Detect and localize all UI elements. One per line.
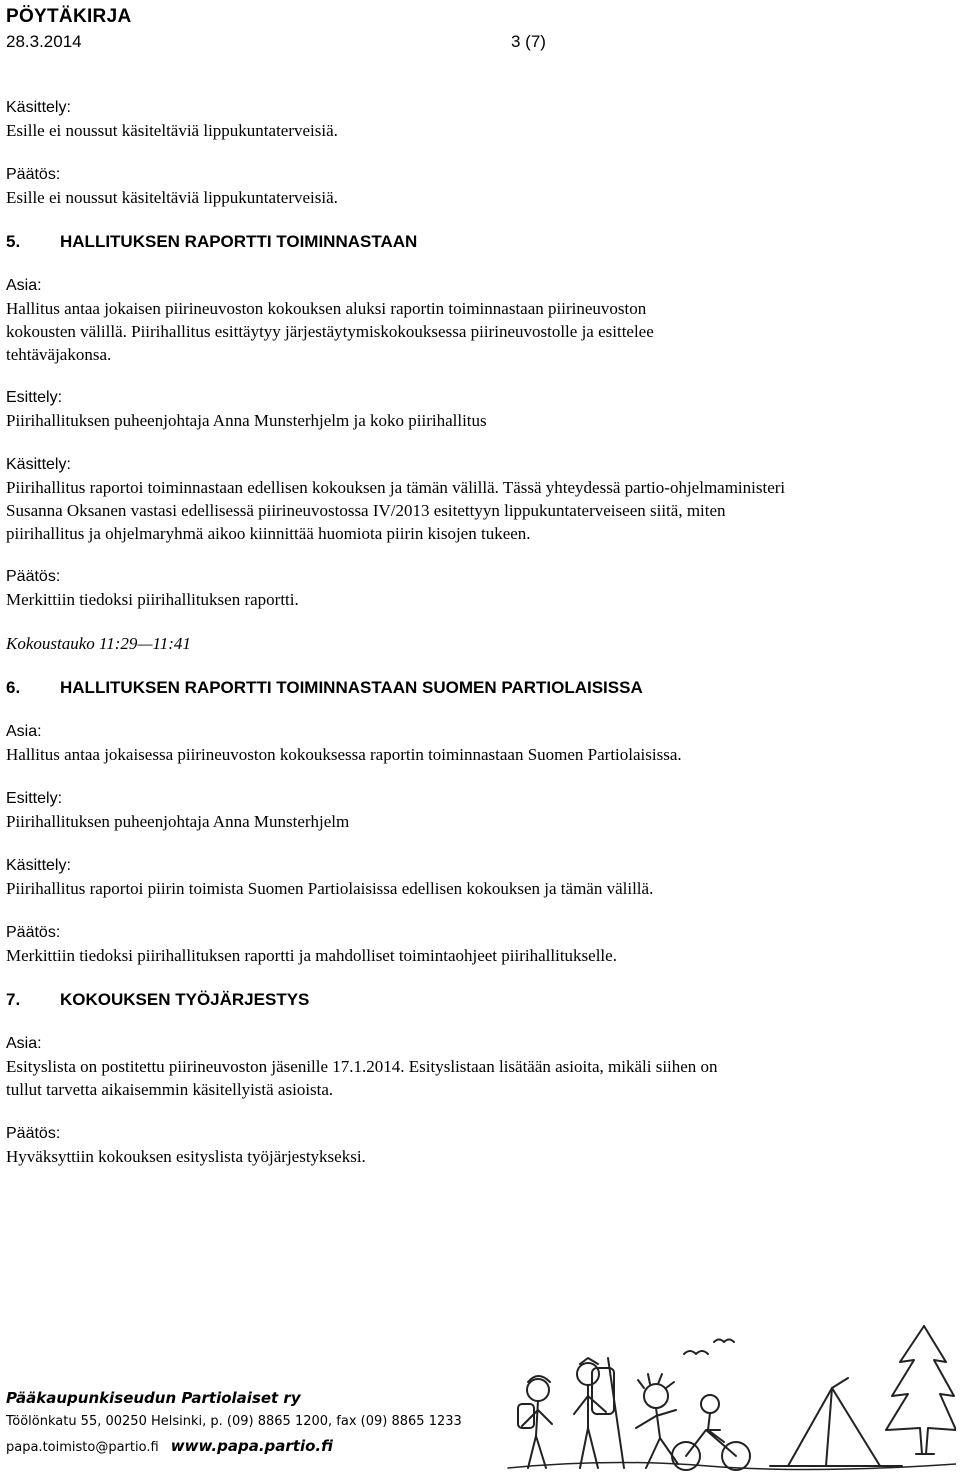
kasittely-text-line: Susanna Oksanen vastasi edellisessä piirineuvostossa IV/2013 esitettyyn lippukuntaterveiseen siitä, miten [6,501,726,520]
kasittely-label: Käsittely: [6,456,71,473]
footer-organization-name: Pääkaupunkiseudun Partiolaiset ry [6,1389,301,1407]
document-type: PÖYTÄKIRJA [6,6,132,27]
paatos-label: Päätös: [6,568,61,585]
page-number: 3 (7) [511,32,546,51]
section-number: 6. [6,678,21,697]
paatos-text: Merkittiin tiedoksi piirihallituksen raportti. [6,590,299,609]
kasittely-text: Piirihallitus raportoi piirin toimista Suomen Partiolaisissa edellisen kokouksen ja tämän välillä. [6,879,654,898]
paatos-label: Päätös: [6,924,61,941]
cyclist-figure [672,1395,750,1470]
paatos-text: Hyväksyttiin kokouksen esityslista työjärjestykseksi. [6,1147,366,1166]
asia-label: Asia: [6,277,42,294]
paatos-label: Päätös: [6,1125,61,1142]
footer-website-link[interactable]: www.papa.partio.fi [170,1437,333,1455]
birds [684,1340,734,1355]
section-title: HALLITUKSEN RAPORTTI TOIMINNASTAAN SUOMEN PARTIOLAISISSA [60,678,643,697]
section-6-heading [6,676,951,699]
kasittely-text-line: piirihallitus ja ohjelmaryhmä aikoo kiinnittää huomiota piirin kisojen tukeen. [6,524,531,543]
section-title: HALLITUKSEN RAPORTTI TOIMINNASTAAN [60,232,418,251]
kasittely-label: Käsittely: [6,99,71,116]
document-body [6,96,951,1168]
scout-figure [574,1358,624,1468]
paatos-text: Merkittiin tiedoksi piirihallituksen raportti ja mahdolliset toimintaohjeet piirihallitukselle. [6,946,617,965]
paatos-text: Esille ei noussut käsiteltäviä lippukuntaterveisiä. [6,188,338,207]
asia-text-line: Esityslista on postitettu piirineuvoston jäsenille 17.1.2014. Esityslistaan lisätään asioita, mikäli siihen on [6,1057,718,1076]
section-number: 7. [6,990,21,1009]
footer-email-link[interactable]: papa.toimisto@partio.fi [6,1440,159,1455]
section-title: KOKOUKSEN TYÖJÄRJESTYS [60,990,310,1009]
esittely-text: Piirihallituksen puheenjohtaja Anna Munsterhjelm [6,812,350,831]
section-7-heading [6,988,951,1011]
fir-tree [886,1326,956,1454]
scout-figure [518,1376,552,1468]
meeting-break-note: Kokoustauko 11:29—11:41 [6,634,191,653]
section-number: 5. [6,232,21,251]
esittely-label: Esittely: [6,389,63,406]
footer-address: Töölönkatu 55, 00250 Helsinki, p. (09) 8865 1200, fax (09) 8865 1233 [6,1414,462,1429]
kasittely-label: Käsittely: [6,857,71,874]
tent [770,1378,902,1466]
section-5-heading [6,230,951,253]
paatos-label: Päätös: [6,166,61,183]
asia-text-line: tullut tarvetta aikaisemmin käsitellyistä asioista. [6,1080,334,1099]
asia-label: Asia: [6,1035,42,1052]
esittely-label: Esittely: [6,790,63,807]
asia-text-line: Hallitus antaa jokaisen piirineuvoston kokouksen aluksi raportin toiminnastaan piirineuvoston [6,299,647,318]
asia-text: Hallitus antaa jokaisessa piirineuvoston kokouksessa raportin toiminnastaan Suomen Partiolaisissa. [6,745,682,764]
scouts-illustration [488,1318,956,1476]
document-date: 28.3.2014 [6,32,82,51]
kasittely-text: Esille ei noussut käsiteltäviä lippukuntaterveisiä. [6,121,338,140]
asia-text-line: tehtäväjakonsa. [6,345,112,364]
asia-label: Asia: [6,723,42,740]
asia-text-line: kokousten välillä. Piirihallitus esittäytyy järjestäytymiskokouksessa piirineuvostolle ja esittelee [6,322,654,341]
kasittely-text-line: Piirihallitus raportoi toiminnastaan edellisen kokouksen ja tämän välillä. Tässä yhteydessä partio-ohjelmaministeri [6,478,786,497]
footer-contact [6,1437,333,1455]
esittely-text: Piirihallituksen puheenjohtaja Anna Munsterhjelm ja koko piirihallitus [6,411,487,430]
